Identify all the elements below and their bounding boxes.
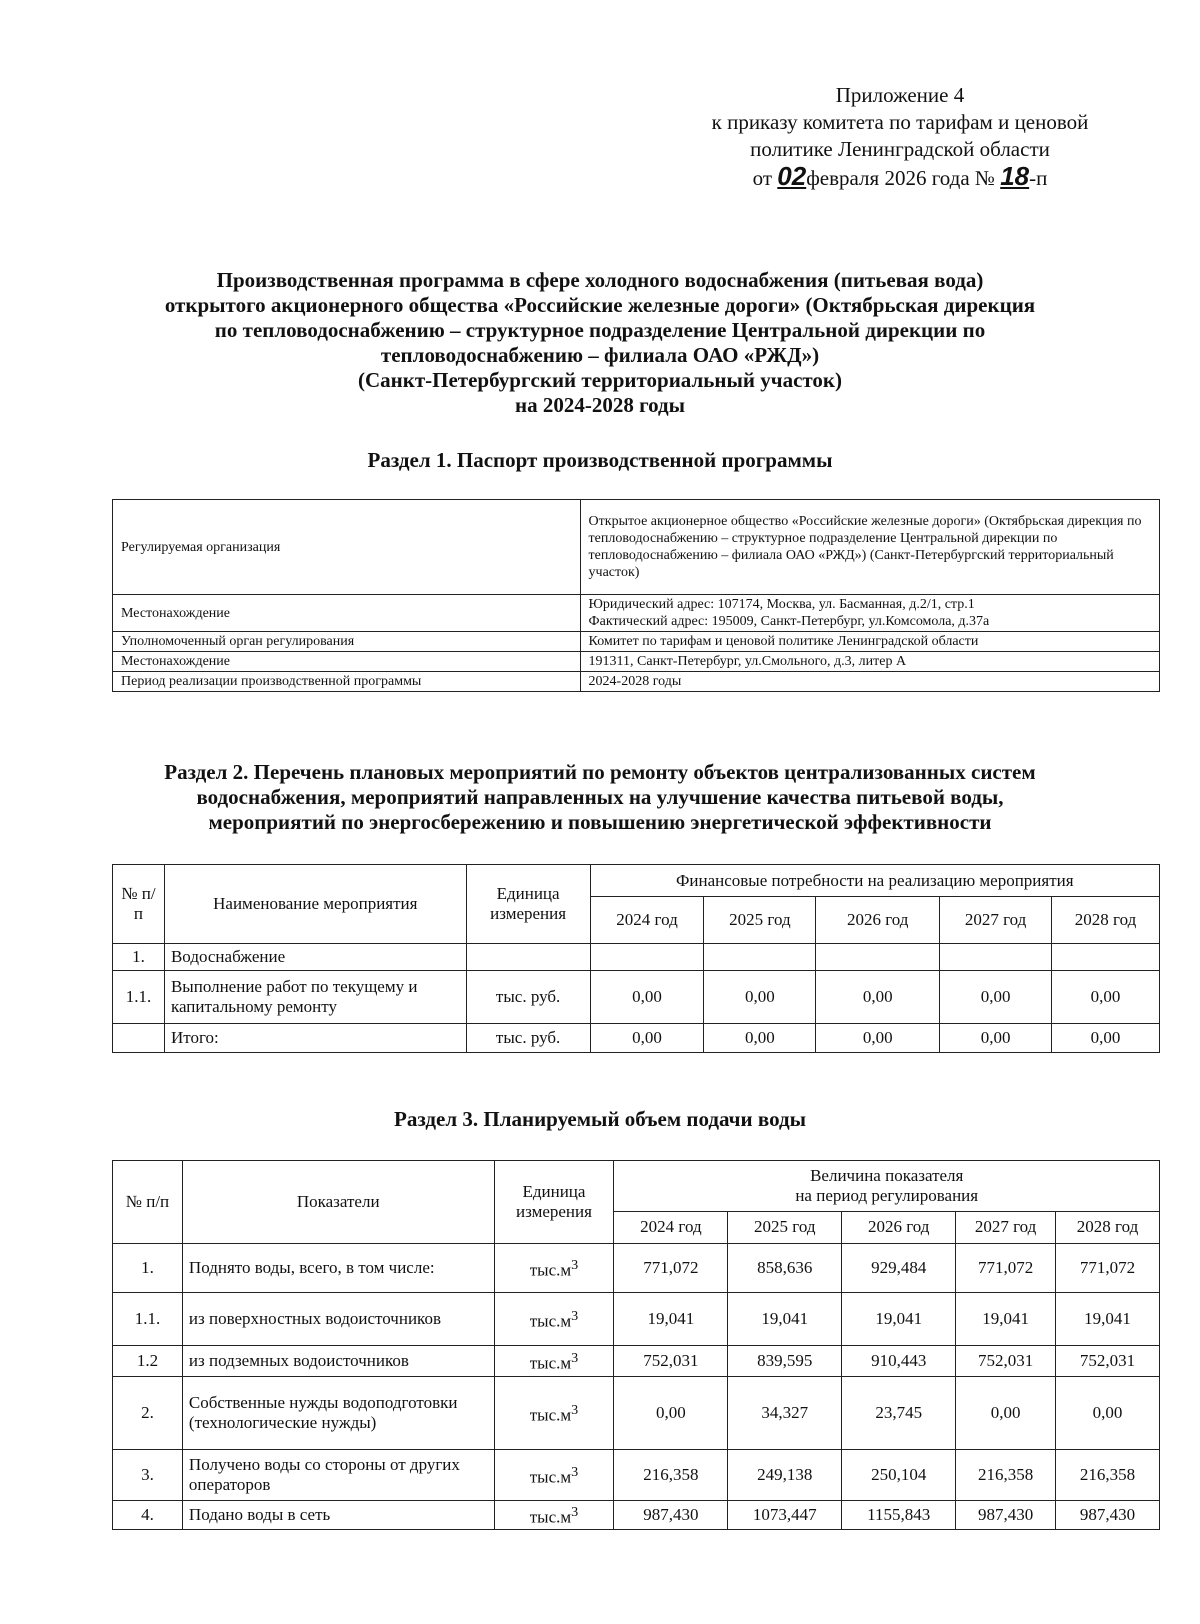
table-header-row: [113, 1161, 1160, 1212]
row-value: 752,031: [1056, 1346, 1160, 1377]
row-value: 0,00: [940, 971, 1052, 1024]
year-header: 2028 год: [1052, 897, 1160, 944]
row-unit: тыс. руб.: [466, 971, 590, 1024]
water-volume-table: [112, 1160, 1160, 1530]
row-unit: [494, 1346, 614, 1377]
row-value: 752,031: [614, 1346, 728, 1377]
unit-exponent: 3: [571, 1402, 579, 1419]
row-value: 249,138: [728, 1450, 842, 1501]
passport-label: Период реализации производственной программы: [113, 672, 581, 692]
year-header: 2028 год: [1056, 1211, 1160, 1243]
year-header: 2025 год: [704, 897, 816, 944]
row-value: 0,00: [816, 971, 940, 1024]
row-value: [940, 944, 1052, 971]
row-unit: тыс. руб.: [466, 1024, 590, 1053]
row-value: 34,327: [728, 1377, 842, 1450]
row-value: 858,636: [728, 1244, 842, 1293]
row-name: Водоснабжение: [164, 944, 466, 971]
unit-exponent: 3: [571, 1464, 579, 1481]
row-value: [590, 944, 704, 971]
year-header: 2024 год: [590, 897, 704, 944]
table-row: [113, 944, 1160, 971]
passport-value: Открытое акционерное общество «Российские железные дороги» (Октябрьская дирекция по тепловодоснабжению – структурное подразделение Центральной дирекции по тепловодоснабжению – филиала ОАО «РЖД») (Санкт-Петербургский территориальный участок): [580, 500, 1159, 595]
row-value: 0,00: [1056, 1377, 1160, 1450]
row-name: из подземных водоисточников: [182, 1346, 494, 1377]
table-header-row: [113, 865, 1160, 897]
unit-exponent: 3: [571, 1350, 579, 1367]
row-value: [1052, 944, 1160, 971]
row-name: Собственные нужды водоподготовки (технологические нужды): [182, 1377, 494, 1450]
table-row: [113, 1501, 1160, 1530]
row-value: 929,484: [842, 1244, 956, 1293]
passport-label: Местонахождение: [113, 652, 581, 672]
row-value: 0,00: [816, 1024, 940, 1053]
legal-address: Юридический адрес: 107174, Москва, ул. Басманная, д.2/1, стр.1: [588, 597, 975, 612]
row-num: 2.: [113, 1377, 183, 1450]
section2-title-line: водоснабжения, мероприятий направленных на улучшение качества питьевой воды,: [196, 785, 1004, 809]
group-header-line-2: на период регулирования: [795, 1185, 979, 1205]
row-value: 216,358: [614, 1450, 728, 1501]
row-value: 0,00: [940, 1024, 1052, 1053]
row-value: 216,358: [1056, 1450, 1160, 1501]
row-value: 0,00: [956, 1377, 1056, 1450]
row-value: 0,00: [704, 971, 816, 1024]
row-name: Поднято воды, всего, в том числе:: [182, 1244, 494, 1293]
section3-title: Раздел 3. Планируемый объем подачи воды: [394, 1107, 806, 1131]
col-unit-header: Единица измерения: [466, 865, 590, 944]
year-header: 2027 год: [956, 1211, 1056, 1243]
row-name: Итого:: [164, 1024, 466, 1053]
title-line: (Санкт-Петербургский территориальный участок): [357, 368, 843, 392]
section2-title-line: Раздел 2. Перечень плановых мероприятий по ремонту объектов централизованных систем: [164, 760, 1036, 784]
row-value: 19,041: [614, 1293, 728, 1346]
row-name: Получено воды со стороны от других операторов: [182, 1450, 494, 1501]
row-value: 987,430: [956, 1501, 1056, 1530]
col-unit-header: Единица измерения: [494, 1161, 614, 1244]
row-value: 23,745: [842, 1377, 956, 1450]
row-value: 771,072: [956, 1244, 1056, 1293]
table-row: [113, 652, 1160, 672]
unit-text: тыс.м: [529, 1353, 572, 1373]
row-value: 0,00: [614, 1377, 728, 1450]
table-row: [113, 971, 1160, 1024]
row-value: 839,595: [728, 1346, 842, 1377]
title-line: на 2024-2028 годы: [514, 393, 686, 417]
section2-title-line: мероприятий по энергосбережению и повышению энергетической эффективности: [208, 810, 992, 834]
year-header: 2027 год: [940, 897, 1052, 944]
passport-label: Регулируемая организация: [113, 500, 581, 595]
col-num-header: № п/п: [113, 1161, 183, 1244]
passport-value: 2024-2028 годы: [580, 672, 1159, 692]
unit-text: тыс.м: [529, 1311, 572, 1331]
unit-text: тыс.м: [529, 1507, 572, 1527]
row-value: 1155,843: [842, 1501, 956, 1530]
section1-title: Раздел 1. Паспорт производственной программы: [367, 448, 833, 472]
row-num: 1.1.: [113, 1293, 183, 1346]
row-name: из поверхностных водоисточников: [182, 1293, 494, 1346]
unit-exponent: 3: [571, 1257, 579, 1274]
unit-exponent: 3: [571, 1308, 579, 1325]
row-value: 250,104: [842, 1450, 956, 1501]
unit-text: тыс.м: [529, 1467, 572, 1487]
row-name: Выполнение работ по текущему и капитальному ремонту: [164, 971, 466, 1024]
row-num: 1.2: [113, 1346, 183, 1377]
title-line: тепловодоснабжению – филиала ОАО «РЖД»): [380, 343, 820, 367]
row-num: 1.: [113, 1244, 183, 1293]
row-num: 1.1.: [113, 971, 165, 1024]
col-group-header: Финансовые потребности на реализацию мероприятия: [590, 865, 1159, 897]
handwritten-day: 02: [777, 161, 807, 191]
title-line: по тепловодоснабжению – структурное подразделение Центральной дирекции по: [214, 318, 986, 342]
table-row: [113, 1244, 1160, 1293]
row-value: 771,072: [614, 1244, 728, 1293]
number-suffix: -п: [1029, 166, 1048, 190]
row-value: [816, 944, 940, 971]
date-prefix: от: [752, 166, 773, 190]
row-unit: [494, 1450, 614, 1501]
passport-value: [580, 595, 1159, 632]
col-group-header: [614, 1161, 1160, 1212]
handwritten-number: 18: [1000, 161, 1030, 191]
row-value: 1073,447: [728, 1501, 842, 1530]
document-title: [100, 268, 1100, 418]
year-header: 2026 год: [842, 1211, 956, 1243]
row-num: [113, 1024, 165, 1053]
title-line: Производственная программа в сфере холодного водоснабжения (питьевая вода): [216, 268, 984, 292]
appendix-line-1: Приложение 4: [835, 83, 965, 107]
passport-label: Уполномоченный орган регулирования: [113, 632, 581, 652]
row-unit: [494, 1377, 614, 1450]
unit-exponent: 3: [571, 1504, 579, 1521]
row-value: [704, 944, 816, 971]
unit-text: тыс.м: [529, 1260, 572, 1280]
table-row: [113, 1450, 1160, 1501]
appendix-date-line: [640, 163, 1160, 192]
table-row: [113, 1346, 1160, 1377]
row-unit: [494, 1501, 614, 1530]
year-header: 2025 год: [728, 1211, 842, 1243]
row-value: 19,041: [842, 1293, 956, 1346]
table-row: [113, 1293, 1160, 1346]
row-unit: [494, 1244, 614, 1293]
table-row: [113, 672, 1160, 692]
row-value: 910,443: [842, 1346, 956, 1377]
section2-title: [100, 760, 1100, 835]
row-value: 0,00: [704, 1024, 816, 1053]
actual-address: Фактический адрес: 195009, Санкт-Петербург, ул.Комсомола, д.37а: [588, 614, 990, 629]
col-name-header: Показатели: [182, 1161, 494, 1244]
group-header-line-1: Величина показателя: [810, 1165, 964, 1185]
appendix-block: [640, 82, 1160, 192]
col-name-header: Наименование мероприятия: [164, 865, 466, 944]
row-value: 0,00: [1052, 971, 1160, 1024]
passport-table: [112, 499, 1160, 692]
row-value: 771,072: [1056, 1244, 1160, 1293]
table-row: [113, 500, 1160, 595]
title-line: открытого акционерного общества «Российские железные дороги» (Октябрьская дирекция: [164, 293, 1036, 317]
table-row: [113, 1377, 1160, 1450]
row-value: 752,031: [956, 1346, 1056, 1377]
measures-table: [112, 864, 1160, 1053]
row-value: 216,358: [956, 1450, 1056, 1501]
row-unit: [494, 1293, 614, 1346]
table-row: [113, 1024, 1160, 1053]
row-unit: [466, 944, 590, 971]
date-middle: февраля 2026 года №: [806, 166, 995, 190]
row-value: 0,00: [590, 1024, 704, 1053]
row-value: 0,00: [590, 971, 704, 1024]
unit-text: тыс.м: [529, 1405, 572, 1425]
row-value: 987,430: [1056, 1501, 1160, 1530]
row-num: 3.: [113, 1450, 183, 1501]
passport-value: Комитет по тарифам и ценовой политике Ленинградской области: [580, 632, 1159, 652]
passport-label: Местонахождение: [113, 595, 581, 632]
appendix-line-2: к приказу комитета по тарифам и ценовой: [711, 110, 1089, 134]
row-value: 987,430: [614, 1501, 728, 1530]
year-header: 2024 год: [614, 1211, 728, 1243]
row-name: Подано воды в сеть: [182, 1501, 494, 1530]
row-value: 0,00: [1052, 1024, 1160, 1053]
row-num: 4.: [113, 1501, 183, 1530]
row-num: 1.: [113, 944, 165, 971]
table-row: [113, 595, 1160, 632]
passport-value: 191311, Санкт-Петербург, ул.Смольного, д.3, литер А: [580, 652, 1159, 672]
row-value: 19,041: [728, 1293, 842, 1346]
year-header: 2026 год: [816, 897, 940, 944]
row-value: 19,041: [1056, 1293, 1160, 1346]
row-value: 19,041: [956, 1293, 1056, 1346]
col-num-header: № п/п: [113, 865, 165, 944]
appendix-line-3: политике Ленинградской области: [750, 137, 1050, 161]
table-row: [113, 632, 1160, 652]
